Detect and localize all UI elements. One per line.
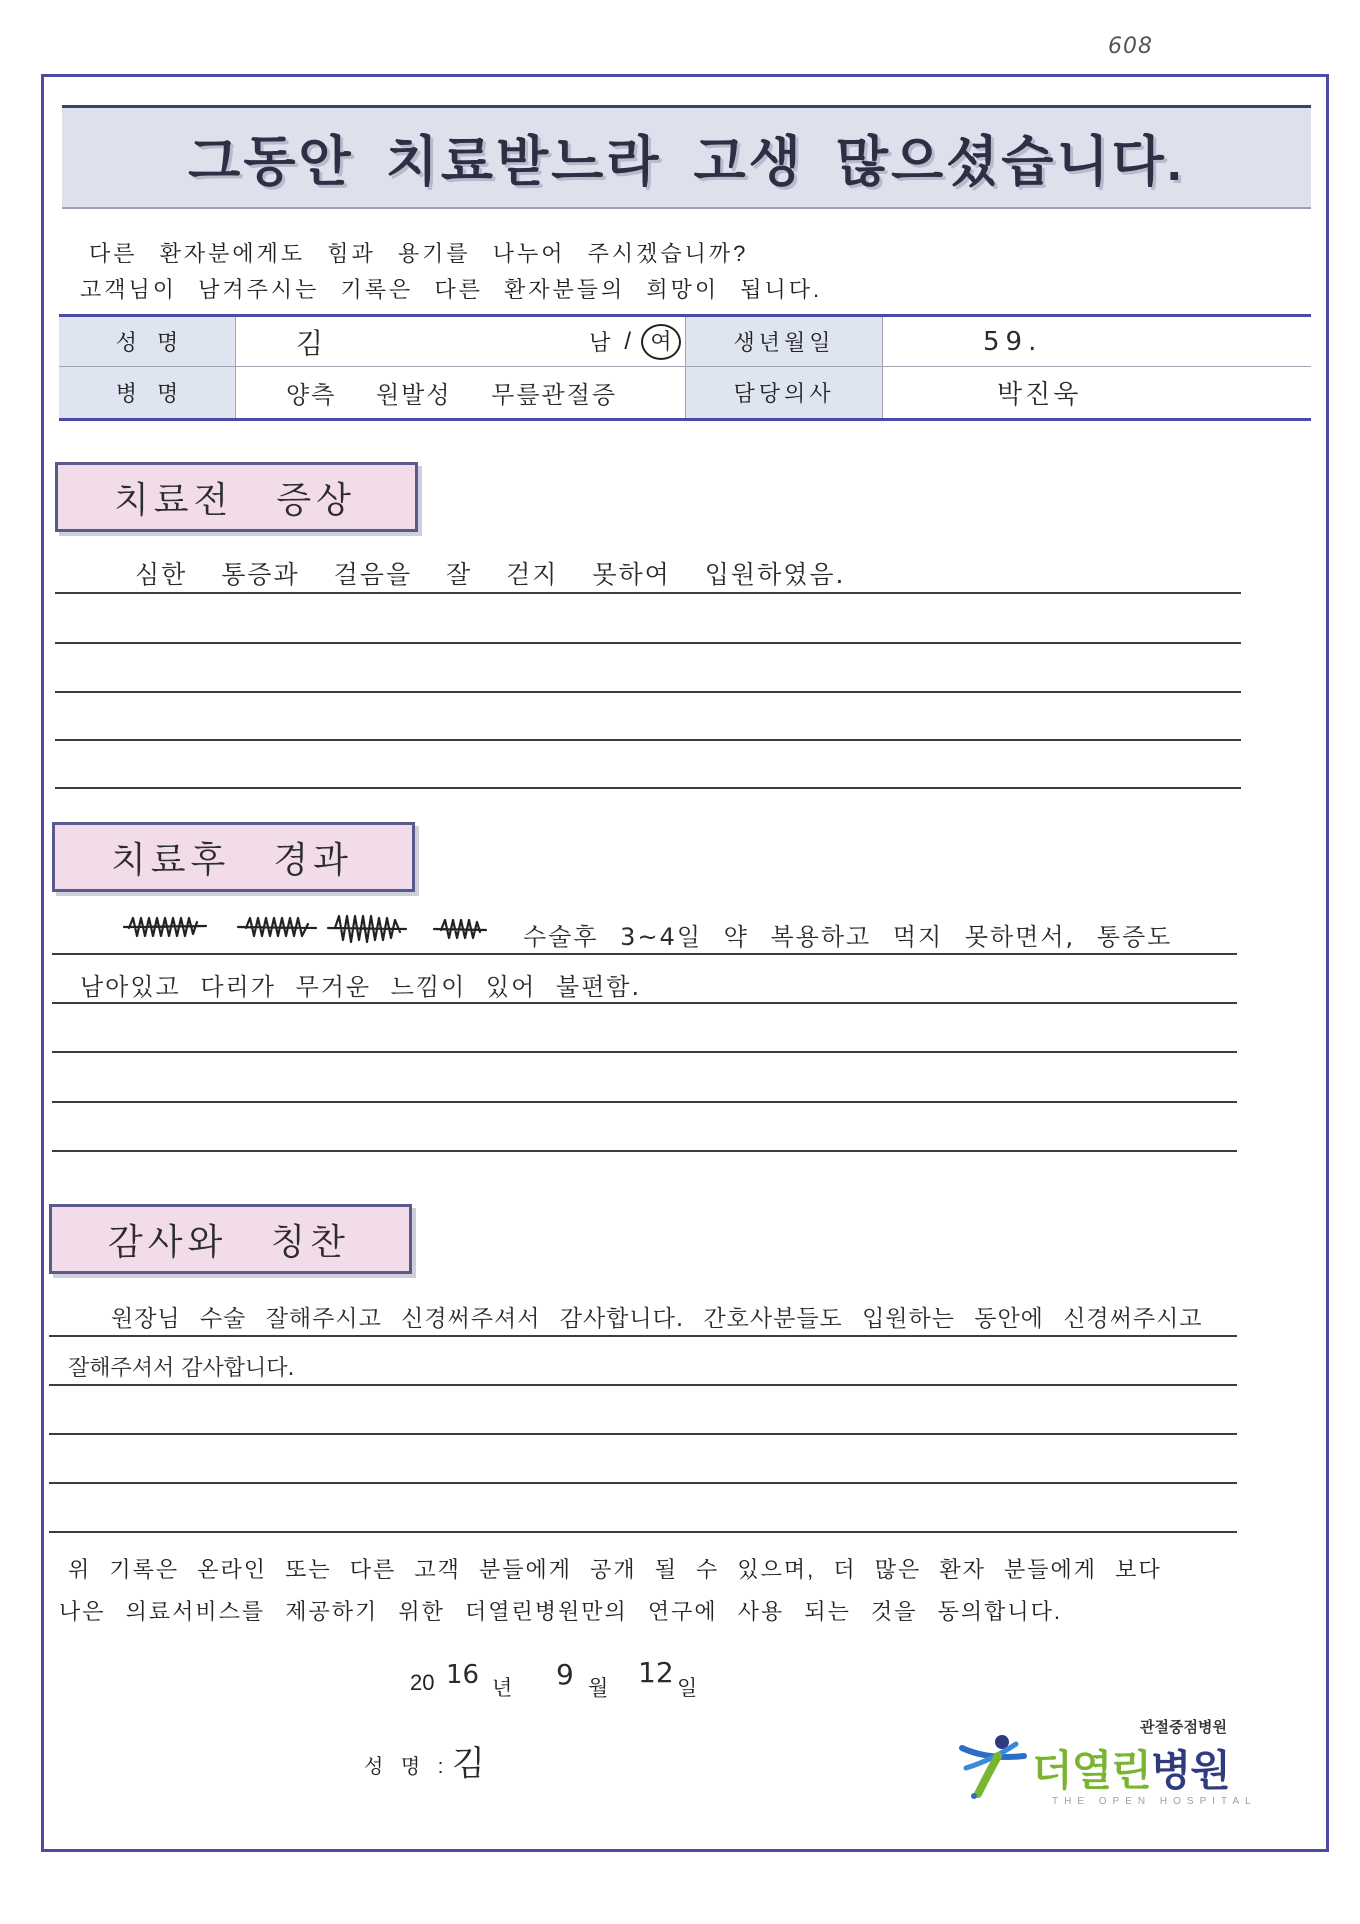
intro-line-2: 고객님이 남겨주시는 기록은 다른 환자분들의 희망이 됩니다. <box>80 277 823 302</box>
scribble-mark <box>238 918 316 936</box>
gender-female-option: 여 <box>641 324 681 360</box>
name-label: 성 명 <box>59 317 236 367</box>
consent-line-2: 나은 의료서비스를 제공하기 위한 더열린병원만의 연구에 사용 되는 것을 동의합니다. <box>59 1599 1062 1624</box>
diagnosis-cell <box>236 367 686 418</box>
ruled-line <box>52 1150 1237 1152</box>
consent-line-1: 위 기록은 온라인 또는 다른 고객 분들에게 공개 될 수 있으며, 더 많은 환자 분들에게 보다 <box>68 1557 1162 1582</box>
scribble-marks <box>120 910 490 950</box>
ruled-line <box>52 953 1237 955</box>
date-year-unit: 년 <box>492 1677 513 1700</box>
ruled-line <box>52 1002 1237 1004</box>
patient-info-table <box>59 314 1311 421</box>
birth-date-label: 생년월일 <box>686 317 883 367</box>
signature-value: 김 <box>452 1744 485 1784</box>
title-banner <box>62 105 1311 209</box>
ruled-line <box>49 1335 1237 1337</box>
ruled-line <box>55 739 1241 741</box>
scribble-mark <box>124 918 206 936</box>
ruled-line <box>52 1101 1237 1103</box>
birth-date-value: 59. <box>983 326 1043 357</box>
date-day-unit: 일 <box>677 1677 698 1700</box>
handwritten-entry: 심한 통증과 걸음을 잘 걷지 못하여 입원하였음. <box>135 560 846 589</box>
intro-line-1: 다른 환자분에게도 힘과 용기를 나누어 주시겠습니까? <box>89 241 749 266</box>
hospital-name-part-1: 더열린 <box>1032 1747 1151 1794</box>
ruled-line <box>49 1482 1237 1484</box>
handwritten-entry: 원장님 수술 잘해주시고 신경써주셔서 감사합니다. 간호사분들도 입원하는 동안에 신경써주시고 <box>111 1306 1203 1332</box>
doctor-cell <box>883 367 1311 418</box>
ruled-line <box>49 1531 1237 1533</box>
gender-separator: / <box>624 327 631 355</box>
birth-date-cell <box>883 317 1311 367</box>
date-day: 12 <box>638 1656 674 1689</box>
scribble-mark <box>434 920 486 938</box>
hospital-logo-icon <box>958 1730 1030 1802</box>
name-cell <box>236 317 686 367</box>
page-title: 그동안 치료받느라 고생 많으셨습니다. <box>188 132 1185 192</box>
section-heading-before-treatment: 치료전 증상 <box>55 462 418 532</box>
ruled-line <box>55 592 1241 594</box>
scribble-mark <box>328 916 406 942</box>
hospital-english-name: THE OPEN HOSPITAL <box>1052 1796 1257 1807</box>
hospital-name-part-2: 병원 <box>1150 1747 1230 1794</box>
page-number: 608 <box>1108 34 1153 59</box>
ruled-line <box>55 642 1241 644</box>
date-month-unit: 월 <box>588 1677 609 1700</box>
hospital-name <box>1032 1738 1230 1798</box>
section-heading-thanks: 감사와 칭찬 <box>49 1204 412 1274</box>
handwritten-entry: 수술후 3~4일 약 복용하고 먹지 못하면서, 통증도 <box>523 923 1173 951</box>
gender-male-option: 남 <box>589 330 611 355</box>
gender-selector <box>589 324 681 360</box>
handwritten-entry: 남아있고 다리가 무거운 느낌이 있어 불편함. <box>80 973 642 1001</box>
hospital-tagline: 관절중점병원 <box>1140 1719 1227 1736</box>
handwritten-entry: 잘해주셔서 감사합니다. <box>68 1356 295 1381</box>
ruled-line <box>55 691 1241 693</box>
section-heading-after-treatment: 치료후 경과 <box>52 822 415 892</box>
date-year: 16 <box>446 1660 480 1690</box>
signature-label: 성 명 : <box>364 1756 450 1778</box>
doctor-value: 박진욱 <box>997 380 1082 410</box>
ruled-line <box>55 787 1241 789</box>
ruled-line <box>49 1433 1237 1435</box>
name-value: 김 <box>296 326 324 360</box>
ruled-line <box>52 1051 1237 1053</box>
date-century: 20 <box>410 1670 435 1695</box>
diagnosis-value: 양측 원발성 무릎관절증 <box>286 381 618 409</box>
date-month: 9 <box>556 1658 574 1691</box>
ruled-line <box>49 1384 1237 1386</box>
doctor-label: 담당의사 <box>686 367 883 418</box>
diagnosis-label: 병 명 <box>59 367 236 418</box>
